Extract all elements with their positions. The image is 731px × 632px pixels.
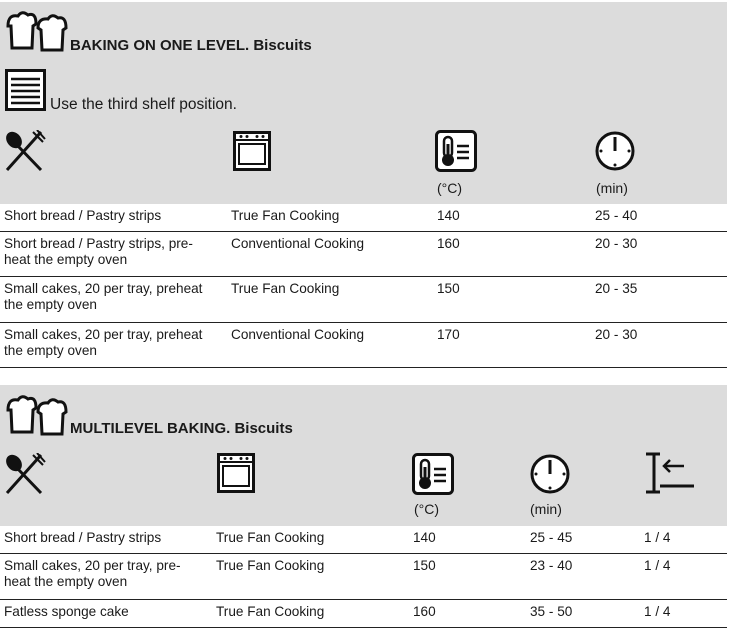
shelf-level-icon xyxy=(5,69,46,111)
table-row xyxy=(0,277,727,323)
time-cell: 25 - 40 xyxy=(595,208,638,223)
level-cell: 1 / 4 xyxy=(644,530,671,545)
shelf-position-icon xyxy=(642,452,698,496)
table-row xyxy=(0,232,727,277)
cakes-icon xyxy=(4,10,70,52)
clock-icon xyxy=(595,131,635,171)
oven-icon xyxy=(217,453,255,493)
level-cell: 1 / 4 xyxy=(644,604,671,619)
cakes-icon xyxy=(4,394,70,436)
temp-cell: 160 xyxy=(413,604,436,619)
food-cell: Small cakes, 20 per tray, preheat the empty oven xyxy=(4,327,203,358)
section2-header-panel xyxy=(0,385,727,526)
table-row xyxy=(0,526,727,554)
function-cell: True Fan Cooking xyxy=(216,604,325,619)
function-cell: True Fan Cooking xyxy=(231,281,340,296)
level-cell: 1 / 4 xyxy=(644,558,671,573)
fork-spoon-icon xyxy=(3,453,47,495)
time-unit-label: (min) xyxy=(596,180,628,196)
function-cell: True Fan Cooking xyxy=(216,530,325,545)
temp-unit-label: (°C) xyxy=(414,501,440,517)
oven-icon xyxy=(233,131,271,171)
food-cell: Short bread / Pastry strips xyxy=(4,208,162,223)
temp-unit-label: (°C) xyxy=(437,180,463,196)
clock-icon xyxy=(530,454,570,494)
fork-spoon-icon xyxy=(3,130,47,172)
table-row xyxy=(0,554,727,600)
food-cell: Small cakes, 20 per tray, pre- heat the empty oven xyxy=(4,558,181,589)
time-cell: 20 - 30 xyxy=(595,236,638,251)
temp-cell: 150 xyxy=(437,281,460,296)
function-cell: Conventional Cooking xyxy=(231,327,365,342)
time-cell: 25 - 45 xyxy=(530,530,573,545)
shelf-note: Use the third shelf position. xyxy=(50,96,237,113)
food-cell: Short bread / Pastry strips, pre- heat the empty oven xyxy=(4,236,193,267)
temp-cell: 140 xyxy=(437,208,460,223)
table-row xyxy=(0,204,727,232)
food-cell: Small cakes, 20 per tray, preheat the empty oven xyxy=(4,281,203,312)
time-cell: 20 - 35 xyxy=(595,281,638,296)
section1-title: BAKING ON ONE LEVEL. Biscuits xyxy=(70,37,312,54)
food-cell: Fatless sponge cake xyxy=(4,604,129,619)
time-cell: 35 - 50 xyxy=(530,604,573,619)
temp-cell: 170 xyxy=(437,327,460,342)
food-cell: Short bread / Pastry strips xyxy=(4,530,162,545)
thermometer-icon xyxy=(435,130,477,172)
function-cell: True Fan Cooking xyxy=(231,208,340,223)
time-unit-label: (min) xyxy=(530,501,562,517)
function-cell: True Fan Cooking xyxy=(216,558,325,573)
function-cell: Conventional Cooking xyxy=(231,236,365,251)
table-row xyxy=(0,600,727,628)
table-row xyxy=(0,323,727,368)
temp-cell: 160 xyxy=(437,236,460,251)
thermometer-icon xyxy=(412,453,454,495)
temp-cell: 140 xyxy=(413,530,436,545)
section2-title: MULTILEVEL BAKING. Biscuits xyxy=(70,420,293,437)
time-cell: 20 - 30 xyxy=(595,327,638,342)
time-cell: 23 - 40 xyxy=(530,558,573,573)
temp-cell: 150 xyxy=(413,558,436,573)
